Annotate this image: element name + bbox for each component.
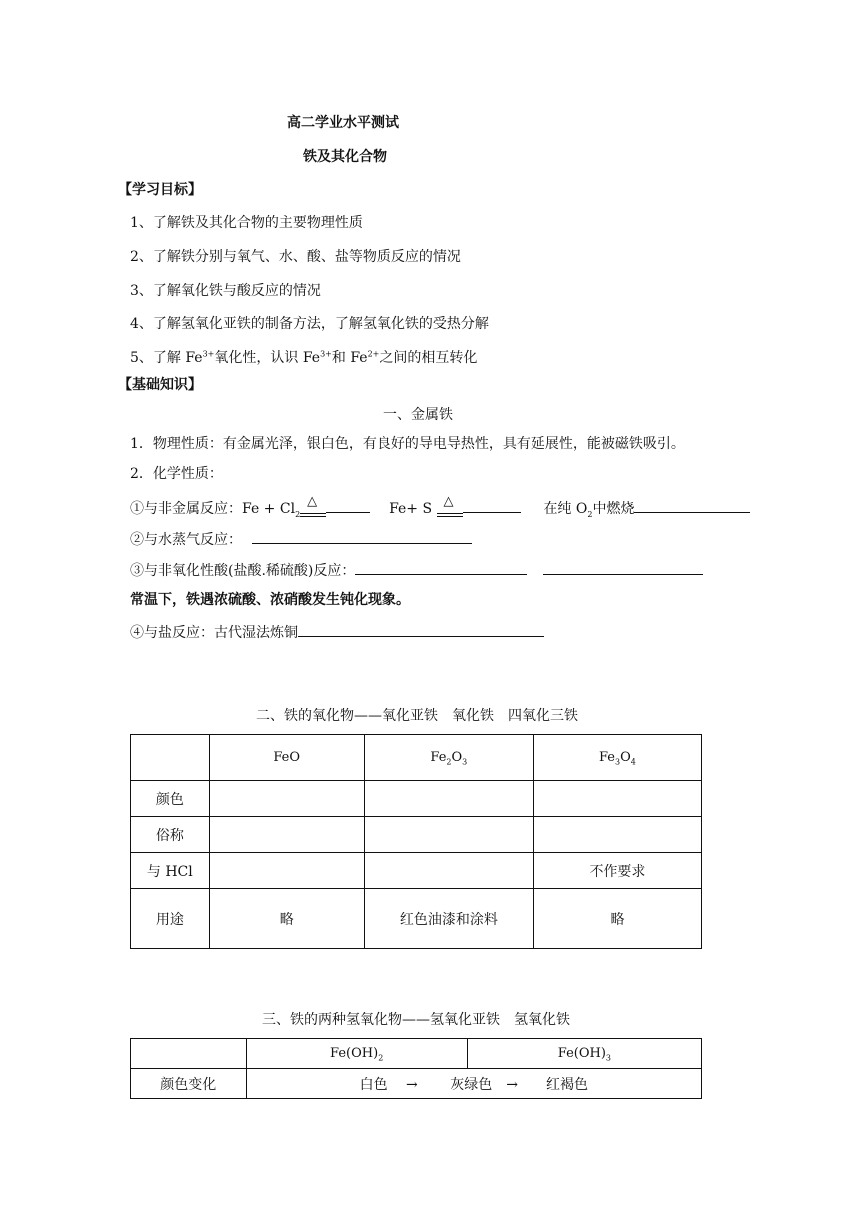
chemical-properties: 2．化学性质： bbox=[130, 466, 223, 482]
row-label: 俗称 bbox=[131, 817, 210, 853]
table-row bbox=[131, 817, 702, 853]
goal-item: 2、了解铁分别与氧气、水、酸、盐等物质反应的情况 bbox=[130, 249, 461, 265]
table-cell[interactable] bbox=[364, 817, 533, 853]
answer-blank[interactable] bbox=[355, 560, 527, 575]
table-cell[interactable] bbox=[533, 781, 701, 817]
table-header: $Fe_3O_4$ bbox=[533, 735, 701, 781]
answer-blank[interactable] bbox=[634, 498, 750, 513]
table-row bbox=[131, 781, 702, 817]
table-cell: 略 bbox=[209, 889, 364, 949]
answer-blank[interactable] bbox=[252, 529, 472, 544]
reaction-acid: ③与非氧化性酸(盐酸.稀硫酸)反应： bbox=[130, 560, 703, 581]
goal-item: 4、了解氢氧化亚铁的制备方法，了解氢氧化铁的受热分解 bbox=[130, 316, 489, 332]
table-row bbox=[131, 889, 702, 949]
answer-blank[interactable] bbox=[543, 560, 703, 575]
table-cell[interactable] bbox=[209, 817, 364, 853]
section-title-hydroxides: 三、铁的两种氢氧化物——氢氧化亚铁 氢氧化铁 bbox=[262, 1012, 570, 1028]
table-header: $Fe_2O_3$ bbox=[364, 735, 533, 781]
table-row bbox=[131, 853, 702, 889]
heat-condition-icon: △ bbox=[437, 499, 463, 519]
answer-blank[interactable] bbox=[463, 498, 521, 513]
oxides-table bbox=[130, 734, 702, 949]
goal-item-5: 5、了解 $Fe^{3+}$氧化性，认识 $Fe^{3+}$和 $Fe^{2+}$之间的相互转化 bbox=[130, 349, 478, 366]
table-header: $Fe(OH)_3$ bbox=[467, 1039, 701, 1069]
answer-blank[interactable] bbox=[326, 498, 370, 513]
reaction-salt: ④与盐反应：古代湿法炼铜 bbox=[130, 622, 544, 643]
table-cell: 红色油漆和涂料 bbox=[364, 889, 533, 949]
color-change-cell: 白色 → 灰绿色 → 红褐色 bbox=[246, 1069, 701, 1099]
reaction-nonmetal: ①与非金属反应：$Fe + Cl_2$ △ Fe+ S △ 在纯 $O_2$中燃烧 bbox=[130, 498, 750, 519]
goal-item: 1、了解铁及其化合物的主要物理性质 bbox=[130, 215, 363, 231]
table-cell: 不作要求 bbox=[533, 853, 701, 889]
goal-item: 3、了解氧化铁与酸反应的情况 bbox=[130, 283, 321, 299]
table-cell[interactable] bbox=[209, 853, 364, 889]
table-header: FeO bbox=[209, 735, 364, 781]
row-label: 与 HCl bbox=[131, 853, 210, 889]
table-cell bbox=[131, 735, 210, 781]
table-row bbox=[131, 1069, 702, 1099]
physical-properties: 1．物理性质：有金属光泽，银白色，有良好的导电导热性，具有延展性，能被磁铁吸引。 bbox=[130, 436, 685, 452]
basics-heading: 【基础知识】 bbox=[118, 377, 202, 393]
row-label: 用途 bbox=[131, 889, 210, 949]
goals-heading: 【学习目标】 bbox=[118, 182, 202, 198]
table-cell[interactable] bbox=[533, 817, 701, 853]
hydroxides-table bbox=[130, 1038, 702, 1099]
table-cell[interactable] bbox=[364, 853, 533, 889]
table-row bbox=[131, 1039, 702, 1069]
table-cell bbox=[131, 1039, 247, 1069]
reaction-steam: ②与水蒸气反应： bbox=[130, 529, 472, 550]
row-label: 颜色 bbox=[131, 781, 210, 817]
page-subtitle: 铁及其化合物 bbox=[303, 149, 387, 165]
table-cell[interactable] bbox=[209, 781, 364, 817]
row-label: 颜色变化 bbox=[131, 1069, 247, 1099]
section-title-iron: 一、金属铁 bbox=[383, 407, 453, 423]
section-title-oxides: 二、铁的氧化物——氧化亚铁 氧化铁 四氧化三铁 bbox=[256, 708, 578, 724]
passivation-note: 常温下，铁遇浓硫酸、浓硝酸发生钝化现象。 bbox=[130, 592, 410, 608]
table-cell[interactable] bbox=[364, 781, 533, 817]
answer-blank[interactable] bbox=[298, 622, 544, 637]
page-title: 高二学业水平测试 bbox=[287, 115, 399, 131]
table-row bbox=[131, 735, 702, 781]
heat-condition-icon: △ bbox=[300, 499, 326, 519]
table-cell: 略 bbox=[533, 889, 701, 949]
table-header: $Fe(OH)_2$ bbox=[246, 1039, 467, 1069]
